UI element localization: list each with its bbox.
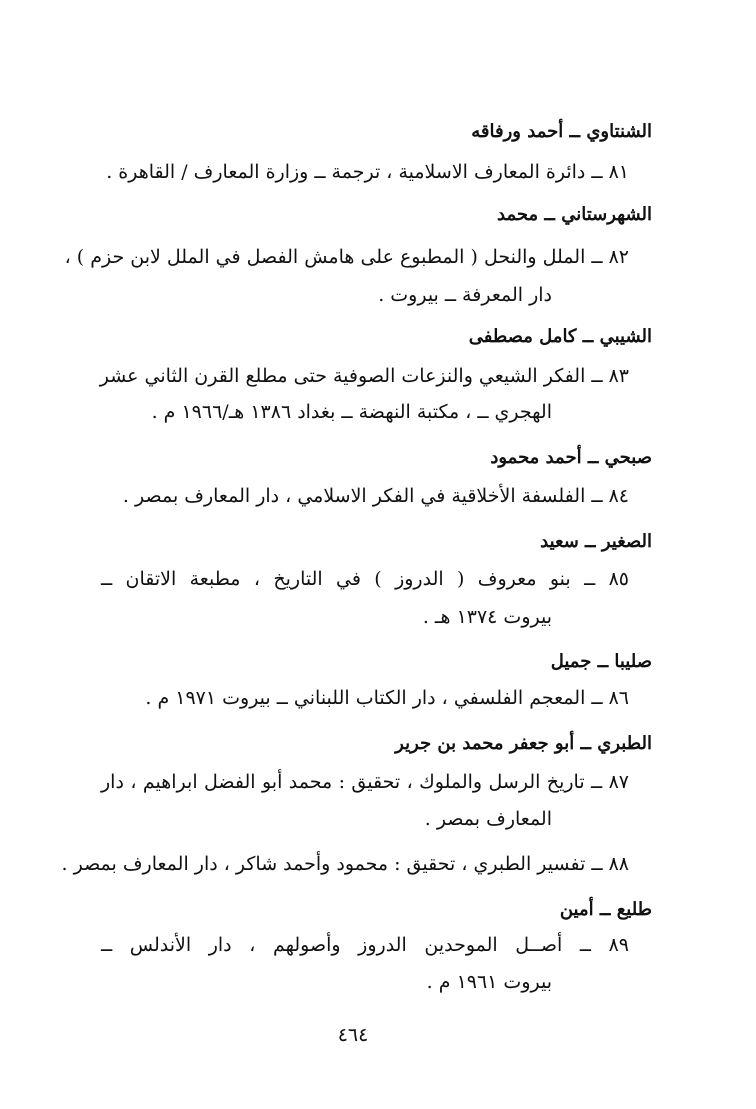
page-number: ٤٦٤: [337, 1024, 369, 1046]
entry-line: ٨٢ ــ الملل والنحل ( المطبوع على هامش الفصل في الملل لابن حزم ) ،: [64, 246, 629, 268]
entry-line: ٨١ ــ دائرة المعارف الاسلامية ، ترجمة ــ وزارة المعارف / القاهرة .: [106, 161, 629, 183]
entry-line: ٨٥ ــ بنو معروف ( الدروز ) في التاريخ ، مطبعة الاتقان ــ: [101, 568, 629, 590]
entry-continuation: الهجري ــ ، مكتبة النهضة ــ بغداد ١٣٨٦ هـ/١٩٦٦ م .: [151, 401, 552, 423]
entry-line: ٨٧ ــ تاريخ الرسل والملوك ، تحقيق : محمد أبو الفضل ابراهيم ، دار: [101, 771, 629, 793]
author-heading: الطبري ــ أبو جعفر محمد بن جرير: [395, 733, 652, 754]
author-heading: الشيبي ــ كامل مصطفى: [468, 326, 652, 347]
entry-line: ٨٤ ــ الفلسفة الأخلاقية في الفكر الاسلامي ، دار المعارف بمصر .: [122, 485, 629, 507]
entry-line: ٨٩ ــ أصــل الموحدين الدروز وأصولهم ، دار الأندلس ــ: [101, 934, 629, 956]
entry-continuation: دار المعرفة ــ بيروت .: [378, 284, 552, 306]
author-heading: صبحي ــ أحمد محمود: [490, 447, 652, 468]
entry-continuation: بيروت ١٩٦١ م .: [426, 971, 552, 993]
entry-line: ٨٨ ــ تفسير الطبري ، تحقيق : محمود وأحمد شاكر ، دار المعارف بمصر .: [61, 853, 629, 875]
author-heading: الصغير ــ سعيد: [540, 531, 652, 552]
entry-continuation: المعارف بمصر .: [424, 808, 552, 830]
entry-line: ٨٣ ــ الفكر الشيعي والنزعات الصوفية حتى مطلع القرن الثاني عشر: [99, 365, 629, 387]
author-heading: الشنتاوي ــ أحمد ورفاقه: [471, 121, 652, 142]
entry-line: ٨٦ ــ المعجم الفلسفي ، دار الكتاب اللبناني ــ بيروت ١٩٧١ م .: [145, 687, 629, 709]
entry-continuation: بيروت ١٣٧٤ هـ .: [422, 606, 552, 628]
author-heading: الشهرستاني ــ محمد: [497, 204, 652, 225]
author-heading: طليع ــ أمين: [559, 899, 652, 920]
author-heading: صليبا ــ جميل: [550, 651, 652, 672]
